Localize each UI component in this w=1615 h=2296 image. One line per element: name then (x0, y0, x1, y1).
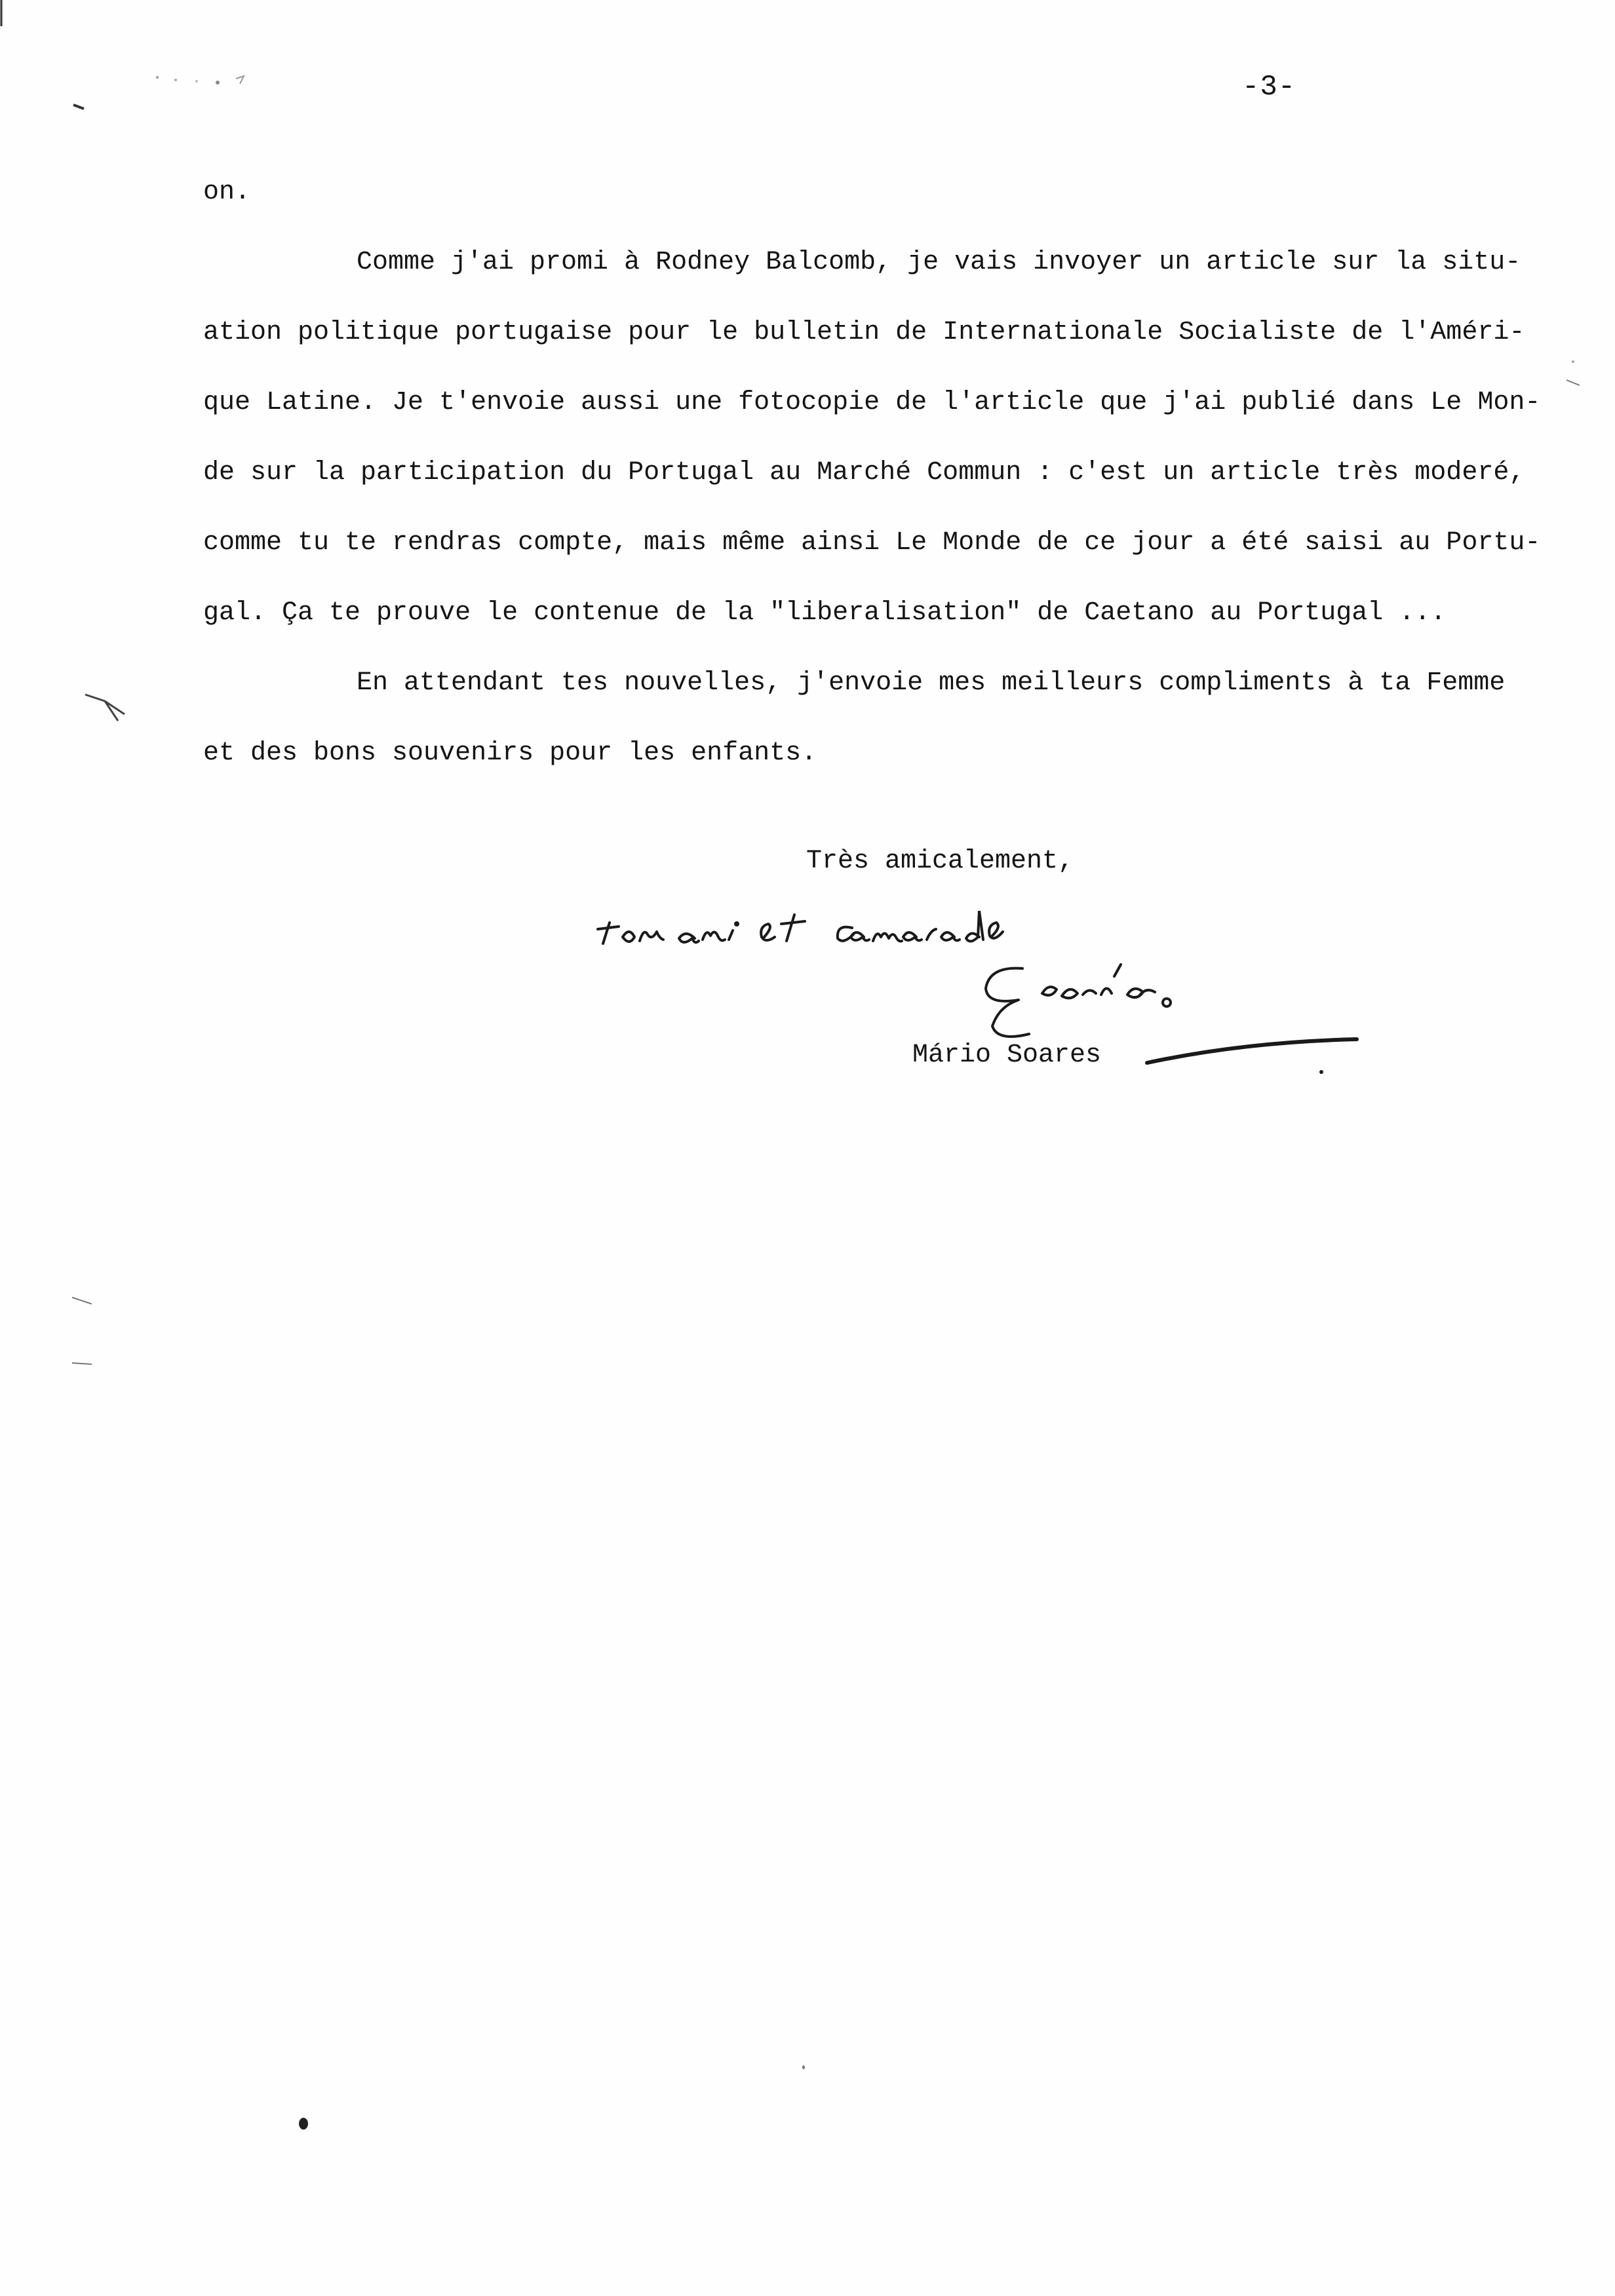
ink-speck (299, 2118, 308, 2130)
ink-speck-small (802, 2065, 805, 2069)
scan-artifact-right-margin (1560, 354, 1599, 393)
continuation-line: on. (203, 178, 251, 207)
paragraph-1-line-3: que Latine. Je t'envoie aussi une fotocopie de l'article que j'ai publié dans Le Mon- (203, 388, 1541, 417)
paragraph-1-line-4: de sur la participation du Portugal au Marché Commun : c'est un article très moderé, (203, 458, 1525, 488)
paragraph-1-line-1: Comme j'ai promi à Rodney Balcomb, je vais invoyer un article sur la situ- (357, 248, 1521, 277)
paragraph-1-line-5: comme tu te rendras compte, mais même ainsi Le Monde de ce jour a été saisi au Portu- (203, 528, 1541, 558)
page-number: -3- (1242, 71, 1296, 104)
paragraph-1-line-6: gal. Ça te prouve le contenue de la "liberalisation" de Caetano au Portugal ... (203, 598, 1447, 628)
letter-body (203, 157, 1541, 788)
paragraph-1-line-2: ation politique portugaise pour le bulletin de Internationale Socialiste de l'Améri- (203, 318, 1525, 347)
printed-name: Mário Soares (912, 1041, 1102, 1070)
paragraph-2-line-1: En attendant tes nouvelles, j'envoie mes meilleurs compliments à ta Femme (357, 668, 1506, 698)
scan-artifact-top-left (0, 0, 275, 131)
scan-artifact-left-margin (79, 681, 144, 734)
paragraph-2-line-2: et des bons souvenirs pour les enfants. (203, 738, 817, 768)
scan-artifact-left-lower (66, 1284, 105, 1376)
closing-salutation: Très amicalement, (806, 847, 1074, 876)
